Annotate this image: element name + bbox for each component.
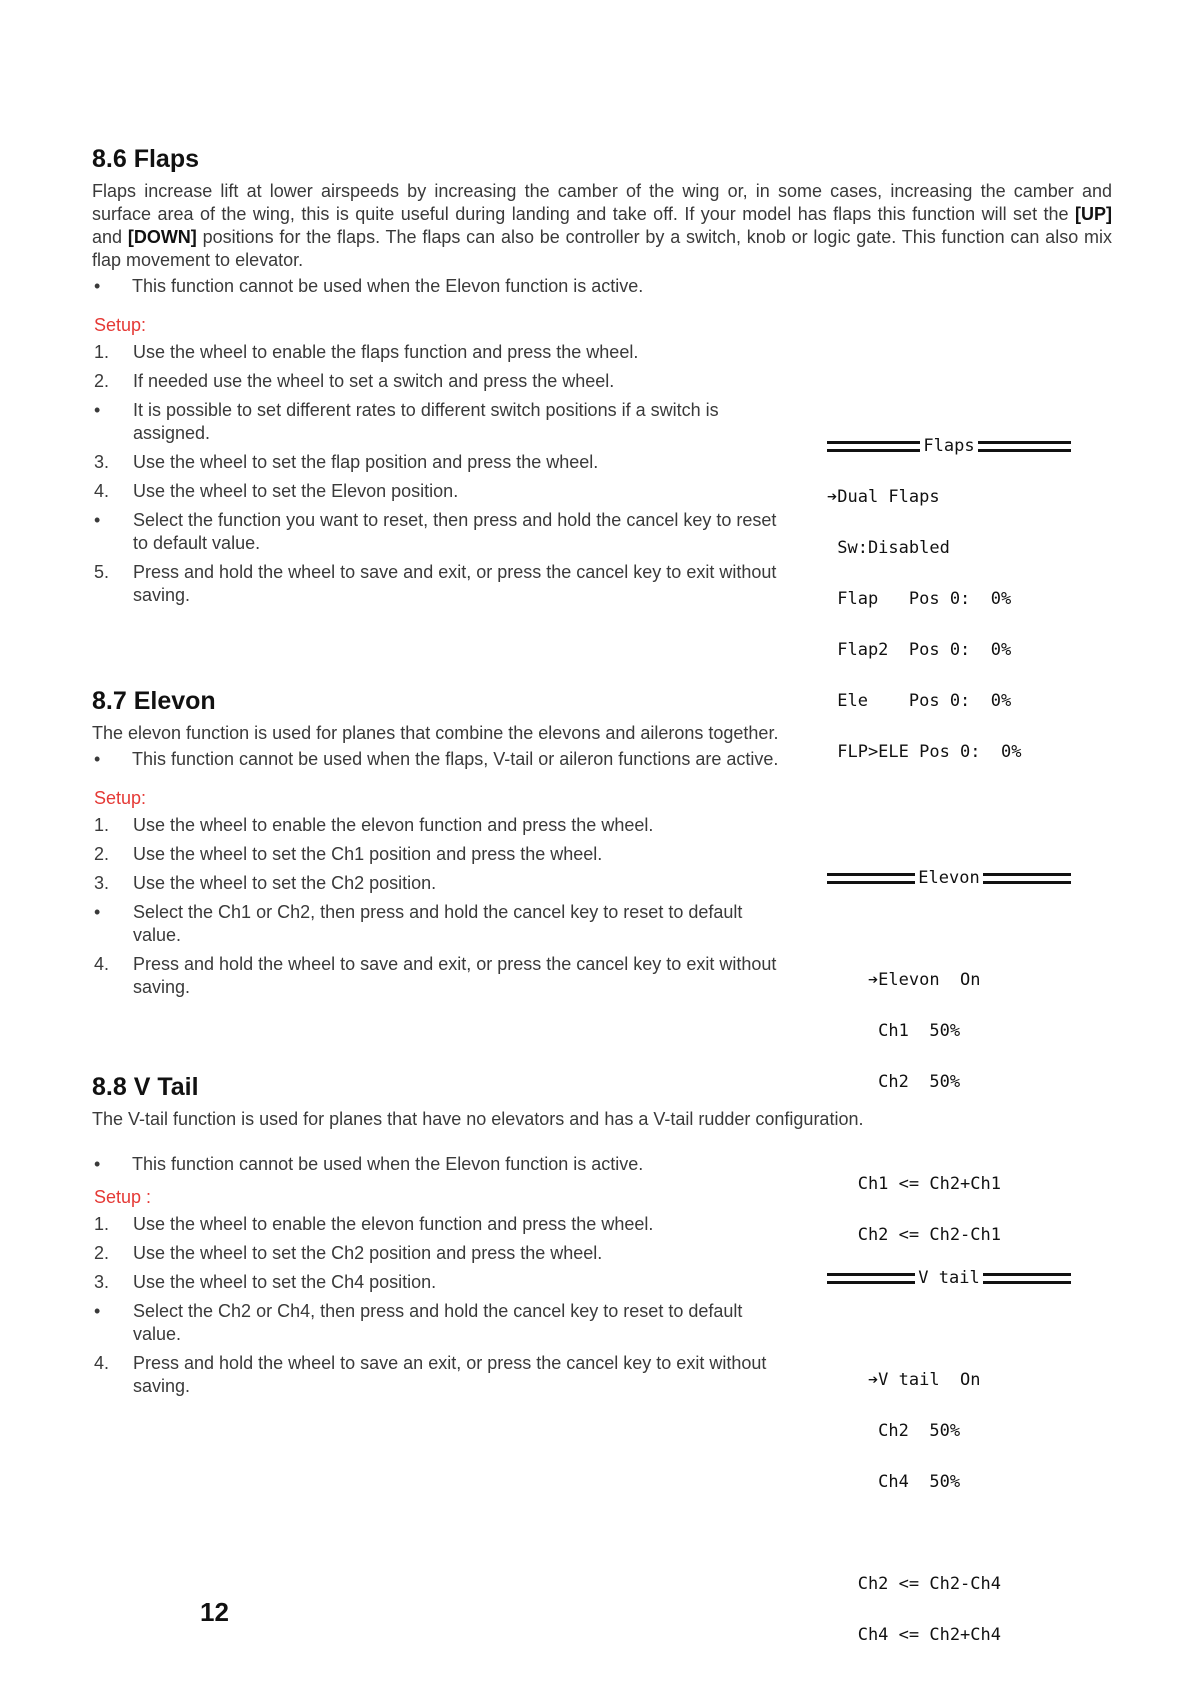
lcd-row: Ele Pos 0: 0% (827, 691, 1012, 711)
list-item: 2. Use the wheel to set the Ch2 position and press the wheel. (94, 1243, 603, 1263)
list-item: • Select the Ch2 or Ch4, then press and hold the cancel key to reset to default value. (94, 1301, 743, 1344)
lcd-row: ➔Dual Flaps (827, 487, 940, 507)
list-item: 4. Press and hold the wheel to save and exit, or press the cancel key to exit without saving. (94, 954, 777, 997)
list-item: 1. Use the wheel to enable the flaps function and press the wheel. (94, 342, 639, 362)
lcd-header (827, 870, 1071, 887)
elevon-intro: The elevon function is used for planes that combine the elevons and ailerons together. (92, 723, 779, 743)
list-item: 2. Use the wheel to set the Ch1 position and press the wheel. (94, 844, 603, 864)
lcd-row: Sw:Disabled (827, 538, 950, 558)
list-item: 4. Use the wheel to set the Elevon position. (94, 481, 459, 501)
list-item: • Select the Ch1 or Ch2, then press and hold the cancel key to reset to default value. (94, 902, 743, 945)
lcd-row: FLP>ELE Pos 0: 0% (827, 742, 1022, 762)
vtail-lcd-screen (827, 1236, 1071, 1661)
lcd-title: Elevon (918, 868, 980, 888)
elevon-heading: 8.7 Elevon (92, 687, 216, 715)
lcd-title: Flaps (923, 436, 975, 456)
list-item: • It is possible to set different rates to different switch positions if a switch is assigned. (94, 400, 719, 443)
lcd-row: Ch2 50% (827, 1072, 961, 1092)
list-item: • Select the function you want to reset, then press and hold the cancel key to reset to default value. (94, 510, 777, 553)
lcd-row (827, 1525, 1071, 1542)
elevon-setup-label: Setup: (94, 788, 147, 808)
list-item: 3. Use the wheel to set the Ch2 position. (94, 873, 437, 893)
lcd-header (827, 438, 1071, 455)
flaps-heading: 8.6 Flaps (92, 145, 199, 173)
list-item: 1. Use the wheel to enable the elevon function and press the wheel. (94, 1214, 654, 1234)
lcd-row: ➔Elevon On (827, 970, 981, 990)
page-number: 12 (200, 1597, 229, 1627)
lcd-row: Ch4 50% (827, 1472, 961, 1492)
lcd-row: Flap2 Pos 0: 0% (827, 640, 1012, 660)
vtail-note: • This function cannot be used when the Elevon function is active. (94, 1154, 644, 1174)
lcd-header (827, 1270, 1071, 1287)
list-item: 2. If needed use the wheel to set a switch and press the wheel. (94, 371, 615, 391)
list-item: 3. Use the wheel to set the flap position and press the wheel. (94, 452, 599, 472)
vtail-steps (92, 1213, 792, 1398)
flaps-setup-label: Setup: (94, 315, 147, 335)
list-item: 3. Use the wheel to set the Ch4 position. (94, 1272, 437, 1292)
lcd-row: Ch1 <= Ch2+Ch1 (827, 1174, 1001, 1194)
lcd-row: Flap Pos 0: 0% (827, 589, 1012, 609)
lcd-title: V tail (918, 1268, 980, 1288)
vtail-setup-label: Setup : (94, 1187, 152, 1207)
flaps-steps (92, 341, 792, 607)
list-item: 1. Use the wheel to enable the elevon function and press the wheel. (94, 815, 654, 835)
lcd-row: Ch1 50% (827, 1021, 961, 1041)
lcd-row (827, 1321, 1071, 1338)
lcd-row: Ch2 <= Ch2-Ch4 (827, 1574, 1001, 1594)
lcd-row: Ch2 <= Ch2-Ch1 (827, 1225, 1001, 1245)
flaps-intro: Flaps increase lift at lower airspeeds by increasing the camber of the wing or, in some cases, increasing the camber and surface area of the wing, this is quite useful during landing and take off. If your model has flaps this function will set the [UP] and [DOWN] positions for the flaps. The flaps can also be controller by a switch, knob or logic gate. This function can also mix flap movement to elevator. (92, 181, 1112, 270)
list-item: 5. Press and hold the wheel to save and exit, or press the cancel key to exit without saving. (94, 562, 777, 605)
lcd-row: Ch4 <= Ch2+Ch4 (827, 1625, 1001, 1645)
lcd-row (827, 921, 1071, 938)
list-item: 4. Press and hold the wheel to save an exit, or press the cancel key to exit without saving. (94, 1353, 767, 1396)
lcd-row: ➔V tail On (827, 1370, 981, 1390)
flaps-note: • This function cannot be used when the Elevon function is active. (94, 276, 644, 296)
elevon-steps (92, 814, 792, 999)
vtail-heading: 8.8 V Tail (92, 1073, 199, 1101)
vtail-intro: The V-tail function is used for planes that have no elevators and has a V-tail rudder configuration. (92, 1109, 864, 1129)
elevon-note: • This function cannot be used when the flaps, V-tail or aileron functions are active. (94, 749, 779, 769)
lcd-row: Ch2 50% (827, 1421, 961, 1441)
